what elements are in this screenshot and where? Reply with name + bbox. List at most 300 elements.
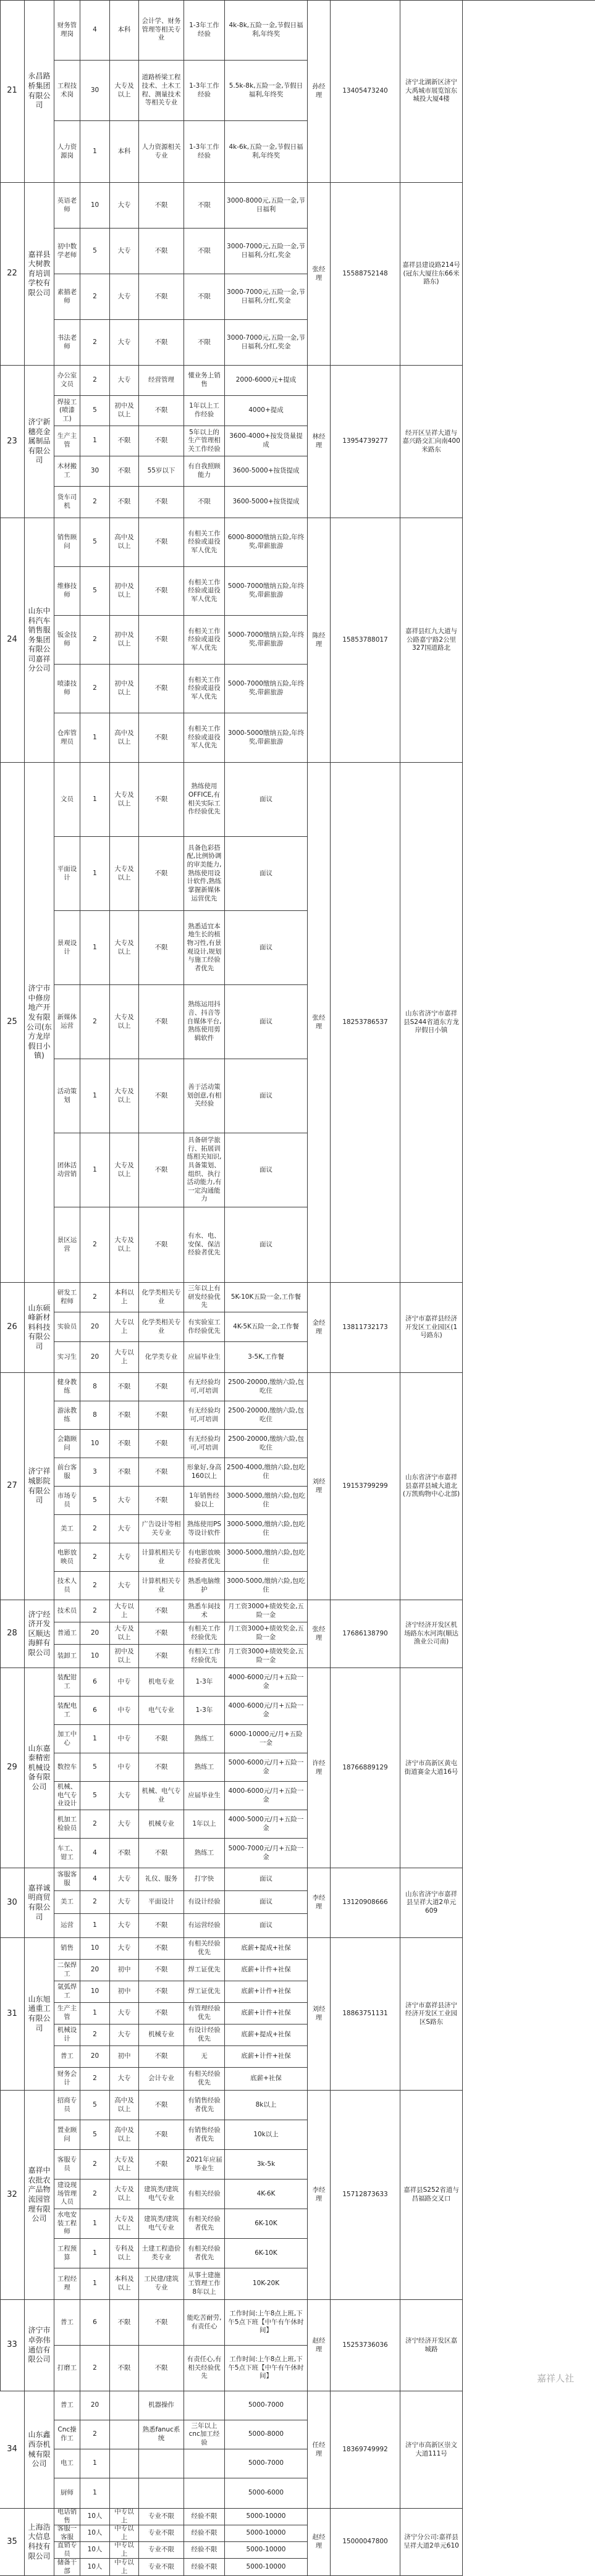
experience-requirement: 经验不限 <box>184 2525 225 2542</box>
hire-count: 2 <box>80 985 110 1059</box>
experience-requirement: 有实验室工作经验优先 <box>184 1312 225 1342</box>
education-requirement: 大专及以上 <box>110 985 139 1059</box>
job-title: 二保焊工 <box>54 1960 80 1981</box>
hire-count: 5 <box>80 2120 110 2150</box>
salary-benefits: 底薪+社保 <box>225 2068 308 2091</box>
salary-benefits: 面议 <box>225 1207 308 1283</box>
job-title: 招商专员 <box>54 2091 80 2120</box>
education-requirement: 大专 <box>110 1782 139 1810</box>
company-address: 嘉祥县S252省道与昌福路交叉口 <box>400 2091 463 2300</box>
experience-requirement: 有相关工作经验或退役军人优先 <box>184 665 225 713</box>
company-address: 经开区呈祥大道与嘉兴路交汇向南400米路东 <box>400 366 463 518</box>
row-number: 34 <box>0 2391 25 2509</box>
major-requirement: 不限 <box>139 1839 184 1868</box>
job-title: 维修技师 <box>54 567 80 616</box>
job-title: 实习生 <box>54 1342 80 1373</box>
major-requirement: 不限 <box>139 1207 184 1283</box>
experience-requirement <box>184 2449 225 2478</box>
row-number: 21 <box>0 0 25 183</box>
job-title: 电话销售 <box>54 2509 80 2525</box>
education-requirement <box>110 2391 139 2420</box>
education-requirement: 大专以上 <box>110 1312 139 1342</box>
job-title: 生产主管 <box>54 426 80 456</box>
major-requirement: 化学类专业 <box>139 1342 184 1373</box>
salary-benefits: 3000-8000元,五险一金,节日福利 <box>225 183 308 229</box>
hire-count: 5 <box>80 518 110 567</box>
major-requirement: 土建工程造价类专业 <box>139 2239 184 2268</box>
experience-requirement: 懂业务上销售 <box>184 366 225 396</box>
major-requirement: 机械专业 <box>139 1810 184 1839</box>
contact-person: 李经理 <box>308 1868 331 1938</box>
contact-person: 赵经理 <box>308 2509 331 2576</box>
salary-benefits: 3000-7000元,五险一金,节日福利,分红,奖金 <box>225 229 308 274</box>
hire-count: 1 <box>80 1133 110 1207</box>
hire-count: 1 <box>80 911 110 985</box>
experience-requirement: 有相关经验者优先 <box>184 2209 225 2239</box>
salary-benefits: 5000-7000元/月+五险一金 <box>225 1839 308 1868</box>
contact-phone: 18369749992 <box>331 2391 400 2509</box>
education-requirement: 初中及以上 <box>110 665 139 713</box>
experience-requirement: 有相关经验者优先 <box>184 2239 225 2268</box>
company-address: 山东省济宁市嘉祥县S244省道东方龙岸假日小镇 <box>400 763 463 1283</box>
salary-benefits: 3000-5000,缴纳六险,包吃住 <box>225 1543 308 1572</box>
job-title: 直销专员 <box>54 2542 80 2559</box>
major-requirement: 不限 <box>139 616 184 665</box>
major-requirement: 专业不限 <box>139 2559 184 2576</box>
salary-benefits: 月工资3000+绩效奖金,五险一金 <box>225 1645 308 1668</box>
salary-benefits: 6000-8000缴纳五险,年终奖,带薪旅游 <box>225 518 308 567</box>
major-requirement: 不限 <box>139 426 184 456</box>
experience-requirement: 有水、电、安保、保洁经验者优先 <box>184 1207 225 1283</box>
education-requirement: 初中及以上 <box>110 1645 139 1668</box>
major-requirement: 专业不限 <box>139 2509 184 2525</box>
experience-requirement: 不限 <box>184 229 225 274</box>
education-requirement: 大专 <box>110 2024 139 2046</box>
salary-benefits: 5000-7000 <box>225 2449 308 2478</box>
job-title: 数控车 <box>54 1753 80 1782</box>
experience-requirement: 熟悉车间技术 <box>184 1600 225 1622</box>
hire-count: 2 <box>80 487 110 518</box>
education-requirement: 大专及以上 <box>110 1059 139 1133</box>
company-address: 济宁市嘉祥县经济开发区工业园区(1号路东) <box>400 1283 463 1373</box>
salary-benefits: 底薪+计件+社保 <box>225 2003 308 2024</box>
education-requirement: 大专及以上 <box>110 1622 139 1645</box>
hire-count: 1 <box>80 1914 110 1938</box>
major-requirement: 不限 <box>139 1487 184 1515</box>
major-requirement: 计算机相关专业 <box>139 1543 184 1572</box>
major-requirement: 平面设计 <box>139 1891 184 1914</box>
job-title: 美工 <box>54 1891 80 1914</box>
job-title: 书法老师 <box>54 320 80 366</box>
company-address: 济宁经济开发区嘉城路 <box>400 2300 463 2391</box>
salary-benefits: 3600-5000+按货提成 <box>225 487 308 518</box>
hire-count: 2 <box>80 1515 110 1543</box>
education-requirement: 不限 <box>110 426 139 456</box>
hire-count: 5 <box>80 2091 110 2120</box>
job-title: 焊接工(喷漆工) <box>54 396 80 426</box>
hire-count: 20 <box>80 1312 110 1342</box>
salary-benefits: 3-5K,工作餐 <box>225 1342 308 1373</box>
education-requirement: 大专 <box>110 229 139 274</box>
hire-count: 5 <box>80 396 110 426</box>
hire-count: 5 <box>80 1753 110 1782</box>
job-title: 机械设计 <box>54 2024 80 2046</box>
contact-person: 刘经理 <box>308 1938 331 2091</box>
job-title: 普通工 <box>54 1622 80 1645</box>
hire-count: 2 <box>80 1810 110 1839</box>
education-requirement: 中专 <box>110 1753 139 1782</box>
company-name: 嘉祥诚明商贸有限公司 <box>25 1868 54 1938</box>
company-address: 济宁分公司:嘉祥县呈祥大道2单元610 <box>400 2509 463 2576</box>
contact-person: 金经理 <box>308 1283 331 1373</box>
major-requirement: 不限 <box>139 985 184 1059</box>
hire-count: 4 <box>80 0 110 61</box>
job-title: 机械、电气专业设计 <box>54 1782 80 1810</box>
education-requirement: 大专及以上 <box>110 1133 139 1207</box>
major-requirement: 不限 <box>139 518 184 567</box>
company-address: 嘉祥县红九大道与公路嘉宁路2公里327国道路北 <box>400 518 463 763</box>
experience-requirement <box>184 2391 225 2420</box>
major-requirement: 不限 <box>139 229 184 274</box>
education-requirement: 大专 <box>110 1914 139 1938</box>
experience-requirement: 有相关经验 <box>184 2180 225 2209</box>
job-title: Cnc操作工 <box>54 2420 80 2449</box>
major-requirement: 不限 <box>139 763 184 837</box>
hire-count: 20 <box>80 2391 110 2420</box>
experience-requirement: 熟悉电脑维护 <box>184 1572 225 1600</box>
major-requirement: 不限 <box>139 1645 184 1668</box>
major-requirement: 经营管理 <box>139 366 184 396</box>
job-title: 财务管理岗 <box>54 0 80 61</box>
experience-requirement: 从事土建施工管理工作8年以上 <box>184 2268 225 2300</box>
major-requirement: 不限 <box>139 2091 184 2120</box>
major-requirement: 不限 <box>139 1373 184 1401</box>
major-requirement: 建筑类/建筑电气专业 <box>139 2180 184 2209</box>
job-title: 装配电工 <box>54 1697 80 1725</box>
job-title: 景观设计 <box>54 911 80 985</box>
contact-person: 孙经理 <box>308 0 331 183</box>
company-address: 济宁市嘉祥县济宁经济开发区工业园区S路东 <box>400 1938 463 2091</box>
hire-count: 10 <box>80 1938 110 1960</box>
job-title: 销售 <box>54 1938 80 1960</box>
experience-requirement: 有销售经验者优先 <box>184 2091 225 2120</box>
experience-requirement: 熟悉适宜本地生长的植物习性,有景观设计,规划与施工经验者优先 <box>184 911 225 985</box>
job-title: 景区运营 <box>54 1207 80 1283</box>
experience-requirement: 经验不限 <box>184 2542 225 2559</box>
major-requirement: 不限 <box>139 837 184 911</box>
job-title: 客服客服 <box>54 1868 80 1891</box>
education-requirement: 大专 <box>110 183 139 229</box>
hire-count: 1 <box>80 1725 110 1753</box>
major-requirement: 不限 <box>139 2120 184 2150</box>
hire-count: 10人 <box>80 2525 110 2542</box>
company-name: 济宁市卓弥伟通信有限公司 <box>25 2300 54 2391</box>
job-title: 氩弧焊工 <box>54 1981 80 2003</box>
job-title: 装配钳工 <box>54 1668 80 1697</box>
hire-count: 30 <box>80 61 110 121</box>
job-title: 装卸工 <box>54 1645 80 1668</box>
experience-requirement: 能吃苦耐劳,有责任心 <box>184 2300 225 2346</box>
job-title: 工程技术岗 <box>54 61 80 121</box>
education-requirement: 大专及以上 <box>110 911 139 985</box>
experience-requirement: 有运营经验 <box>184 1914 225 1938</box>
education-requirement: 大专及以上 <box>110 61 139 121</box>
job-title: 平面设计 <box>54 837 80 911</box>
company-name: 济宁祥城影院有限公司 <box>25 1373 54 1600</box>
hire-count: 2 <box>80 1600 110 1622</box>
experience-requirement: 有设计经验 <box>184 1891 225 1914</box>
hire-count: 1 <box>80 837 110 911</box>
education-requirement: 本科以上 <box>110 1283 139 1312</box>
major-requirement: 专业不限 <box>139 2542 184 2559</box>
education-requirement: 大专及以上 <box>110 1207 139 1283</box>
education-requirement: 高中及以上 <box>110 713 139 763</box>
company-address: 济宁北湖新区济宁大禹城市展览馆东城投大厦4楼 <box>400 0 463 183</box>
experience-requirement: 焊工证优先 <box>184 1960 225 1981</box>
hire-count: 5 <box>80 1487 110 1515</box>
hire-count: 1 <box>80 2239 110 2268</box>
hire-count: 6 <box>80 1697 110 1725</box>
education-requirement: 初中及以上 <box>110 616 139 665</box>
contact-person: 任经理 <box>308 2391 331 2509</box>
hire-count: 10 <box>80 1645 110 1668</box>
hire-count: 1 <box>80 1059 110 1133</box>
major-requirement: 会计专业 <box>139 2068 184 2091</box>
major-requirement: 化学类相关专业 <box>139 1312 184 1342</box>
major-requirement: 不限 <box>139 1133 184 1207</box>
salary-benefits: 4K-5K五险一金,工作餐 <box>225 1312 308 1342</box>
experience-requirement: 有相关经验优先 <box>184 1938 225 1960</box>
salary-benefits: 面议 <box>225 763 308 837</box>
watermark: 嘉祥人社 <box>537 2372 574 2385</box>
salary-benefits: 4000-6000元/月+五险一金 <box>225 1782 308 1810</box>
major-requirement: 不限 <box>139 2300 184 2346</box>
hire-count: 5 <box>80 229 110 274</box>
experience-requirement: 有相关经验优先 <box>184 2068 225 2091</box>
salary-benefits: 4K-6K <box>225 2180 308 2209</box>
job-title: 人力资源岗 <box>54 121 80 183</box>
experience-requirement: 1-3年工作经验 <box>184 121 225 183</box>
hire-count: 20 <box>80 1960 110 1981</box>
experience-requirement: 2021年应届毕业生 <box>184 2150 225 2180</box>
company-address: 山东省济宁市嘉祥县嘉祥县城大道北(万凯购物中心北部) <box>400 1373 463 1600</box>
hire-count: 2 <box>80 1543 110 1572</box>
job-title: 前台客服 <box>54 1458 80 1487</box>
education-requirement: 大专及以上 <box>110 2150 139 2180</box>
major-requirement: 不限 <box>139 1600 184 1622</box>
salary-benefits: 2500-20000,缴纳六险,包吃住 <box>225 1373 308 1401</box>
hire-count: 8 <box>80 1373 110 1401</box>
experience-requirement: 1-3年工作经验 <box>184 0 225 61</box>
job-title: 车工、钳工 <box>54 1839 80 1868</box>
company-name: 山东旭通重工有限公司 <box>25 1938 54 2091</box>
job-title: 普工 <box>54 2391 80 2420</box>
experience-requirement: 有管理经验优先 <box>184 2003 225 2024</box>
salary-benefits: 5000-7000缴纳五险,年终奖,带薪旅游 <box>225 567 308 616</box>
education-requirement: 不限 <box>110 1373 139 1401</box>
job-title: 木材搬工 <box>54 456 80 487</box>
job-title: 机加工检验员 <box>54 1810 80 1839</box>
education-requirement: 大专 <box>110 1543 139 1572</box>
contact-phone: 18766889129 <box>331 1668 400 1868</box>
education-requirement: 高中及以上 <box>110 2120 139 2150</box>
major-requirement <box>139 2449 184 2478</box>
job-title: 销售顾问 <box>54 518 80 567</box>
salary-benefits: 5000-10000 <box>225 2509 308 2525</box>
education-requirement: 高中及以上 <box>110 2091 139 2120</box>
experience-requirement: 有无经验均可,可培训 <box>184 1430 225 1458</box>
hire-count: 10人 <box>80 2509 110 2525</box>
experience-requirement: 熟练运用抖音、抖音等自媒体平台,熟练使用剪辑软件 <box>184 985 225 1059</box>
hire-count: 6 <box>80 1668 110 1697</box>
education-requirement: 大专 <box>110 366 139 396</box>
job-title: 新媒体运营 <box>54 985 80 1059</box>
row-number: 35 <box>0 2509 25 2576</box>
salary-benefits: 工作时间:上午8点上班,下午5点下班【中午有午休时间】 <box>225 2346 308 2391</box>
salary-benefits: 5000-7000缴纳五险,年终奖,带薪旅游 <box>225 616 308 665</box>
company-address: 山东省济宁市嘉祥县呈祥大道2单元609 <box>400 1868 463 1938</box>
contact-person: 陈经理 <box>308 518 331 763</box>
hire-count: 2 <box>80 2150 110 2180</box>
education-requirement: 中专 <box>110 1725 139 1753</box>
major-requirement: 会计学、财务管理等相关专业 <box>139 0 184 61</box>
experience-requirement: 有无经验均可,可培训 <box>184 1373 225 1401</box>
salary-benefits: 5K-10K五险一金,工作餐 <box>225 1283 308 1312</box>
company-name: 上海浩大信息科技有限公司 <box>25 2509 54 2576</box>
experience-requirement: 1-3年 <box>184 1697 225 1725</box>
salary-benefits: 4000-6000元/月+五险一金 <box>225 1697 308 1725</box>
education-requirement: 大专及以上 <box>110 2209 139 2239</box>
company-name: 嘉祥县大树教育培训学校有限公司 <box>25 183 54 366</box>
hire-count: 1 <box>80 426 110 456</box>
education-requirement <box>110 2478 139 2509</box>
major-requirement: 不限 <box>139 1401 184 1430</box>
job-title: 技术员 <box>54 1600 80 1622</box>
major-requirement: 机械、电气专业 <box>139 1782 184 1810</box>
job-title: 活动策划 <box>54 1059 80 1133</box>
salary-benefits: 5000-7000 <box>225 2391 308 2420</box>
experience-requirement: 1年销售经验以上 <box>184 1487 225 1515</box>
experience-requirement: 熟练工 <box>184 1839 225 1868</box>
major-requirement: 不限 <box>139 487 184 518</box>
salary-benefits: 3000-5000,缴纳六险,包吃住 <box>225 1487 308 1515</box>
experience-requirement: 有电影放映经验者优先 <box>184 1543 225 1572</box>
contact-phone: 13120908666 <box>331 1868 400 1938</box>
major-requirement: 熟悉fanuc系统 <box>139 2420 184 2449</box>
experience-requirement: 熟练工 <box>184 1753 225 1782</box>
major-requirement: 机器操作 <box>139 2391 184 2420</box>
salary-benefits: 5000-8000 <box>225 2420 308 2449</box>
job-title: 置业顾问 <box>54 2120 80 2150</box>
row-number: 23 <box>0 366 25 518</box>
education-requirement: 中专 <box>110 1697 139 1725</box>
major-requirement: 机电专业 <box>139 1668 184 1697</box>
education-requirement: 不限 <box>110 2346 139 2391</box>
salary-benefits: 月工资3000+绩效奖金,五险一金 <box>225 1600 308 1622</box>
experience-requirement: 有销售经验者优先 <box>184 2120 225 2150</box>
hire-count: 20 <box>80 1622 110 1645</box>
experience-requirement: 有相关工作经验或退役军人优先 <box>184 567 225 616</box>
experience-requirement: 不限 <box>184 487 225 518</box>
company-name: 济宁新穗亮金属制品有限公司 <box>25 366 54 518</box>
major-requirement: 工民建/建筑专业 <box>139 2268 184 2300</box>
job-title: 客服一客服 <box>54 2525 80 2542</box>
experience-requirement: 有相关工作经验或退役军人优先 <box>184 616 225 665</box>
contact-person: 张经理 <box>308 1600 331 1668</box>
job-title: 厨师 <box>54 2478 80 2509</box>
experience-requirement: 有自我照顾能力 <box>184 456 225 487</box>
salary-benefits: 底薪+提成+社保 <box>225 1938 308 1960</box>
experience-requirement: 无 <box>184 2046 225 2068</box>
row-number: 25 <box>0 763 25 1283</box>
contact-person: 刘经理 <box>308 1373 331 1600</box>
job-title: 建设现场管理人员 <box>54 2180 80 2209</box>
hire-count: 2 <box>80 2024 110 2046</box>
salary-benefits: 工作时间:上午8点上班,下午5点下班【中午有午休时间】 <box>225 2300 308 2346</box>
education-requirement: 初中 <box>110 2046 139 2068</box>
hire-count: 2 <box>80 2068 110 2091</box>
salary-benefits: 3000-7000元,五险一金,节日福利,分红,奖金 <box>225 274 308 320</box>
experience-requirement: 形象好,身高160以上 <box>184 1458 225 1487</box>
company-name: 山东中科汽车销售服务集团有限公司嘉祥分公司 <box>25 518 54 763</box>
row-number: 26 <box>0 1283 25 1373</box>
education-requirement: 初中及以上 <box>110 567 139 616</box>
contact-phone: 13954739277 <box>331 366 400 518</box>
major-requirement: 不限 <box>139 2046 184 2068</box>
major-requirement: 不限 <box>139 1914 184 1938</box>
experience-requirement: 有责任心,有相关经验优先 <box>184 2346 225 2391</box>
contact-phone: 13405473240 <box>331 0 400 183</box>
salary-benefits: 面议 <box>225 1133 308 1207</box>
job-title: 工程经理 <box>54 2268 80 2300</box>
job-title: 普工 <box>54 2046 80 2068</box>
contact-person: 张经理 <box>308 763 331 1283</box>
salary-benefits: 面议 <box>225 837 308 911</box>
experience-requirement: 焊工证优先 <box>184 1981 225 2003</box>
job-title: 水电安装工程师 <box>54 2209 80 2239</box>
company-address: 济宁经济开发区机场路东水河湾(顺达渔业公司南) <box>400 1600 463 1668</box>
major-requirement: 专业不限 <box>139 2525 184 2542</box>
salary-benefits: 10k以上 <box>225 2120 308 2150</box>
row-number: 27 <box>0 1373 25 1600</box>
hire-count: 2 <box>80 320 110 366</box>
experience-requirement: 应届毕业生 <box>184 1342 225 1373</box>
job-title: 研发工程师 <box>54 1283 80 1312</box>
row-number: 29 <box>0 1668 25 1868</box>
job-title: 英语老师 <box>54 183 80 229</box>
experience-requirement: 熟练使用PS等设计软件 <box>184 1515 225 1543</box>
hire-count: 2 <box>80 1283 110 1312</box>
job-title: 储备干部 <box>54 2559 80 2576</box>
experience-requirement: 打字快 <box>184 1868 225 1891</box>
major-requirement <box>139 2478 184 2509</box>
experience-requirement: 应届毕业生 <box>184 1782 225 1810</box>
education-requirement: 大专 <box>110 1938 139 1960</box>
major-requirement: 不限 <box>139 1430 184 1458</box>
job-title: 工程预算 <box>54 2239 80 2268</box>
salary-benefits: 底薪+计件+社保 <box>225 1960 308 1981</box>
major-requirement: 不限 <box>139 1725 184 1753</box>
hire-count: 1 <box>80 2478 110 2509</box>
salary-benefits: 2500-20000,缴纳六险,包吃住 <box>225 1401 308 1430</box>
job-title: 美工 <box>54 1515 80 1543</box>
major-requirement: 礼仪、服务 <box>139 1868 184 1891</box>
hire-count: 8 <box>80 1401 110 1430</box>
experience-requirement: 经验不限 <box>184 2559 225 2576</box>
education-requirement: 大专 <box>110 1891 139 1914</box>
hire-count: 2 <box>80 2180 110 2209</box>
contact-phone: 17686138790 <box>331 1600 400 1668</box>
